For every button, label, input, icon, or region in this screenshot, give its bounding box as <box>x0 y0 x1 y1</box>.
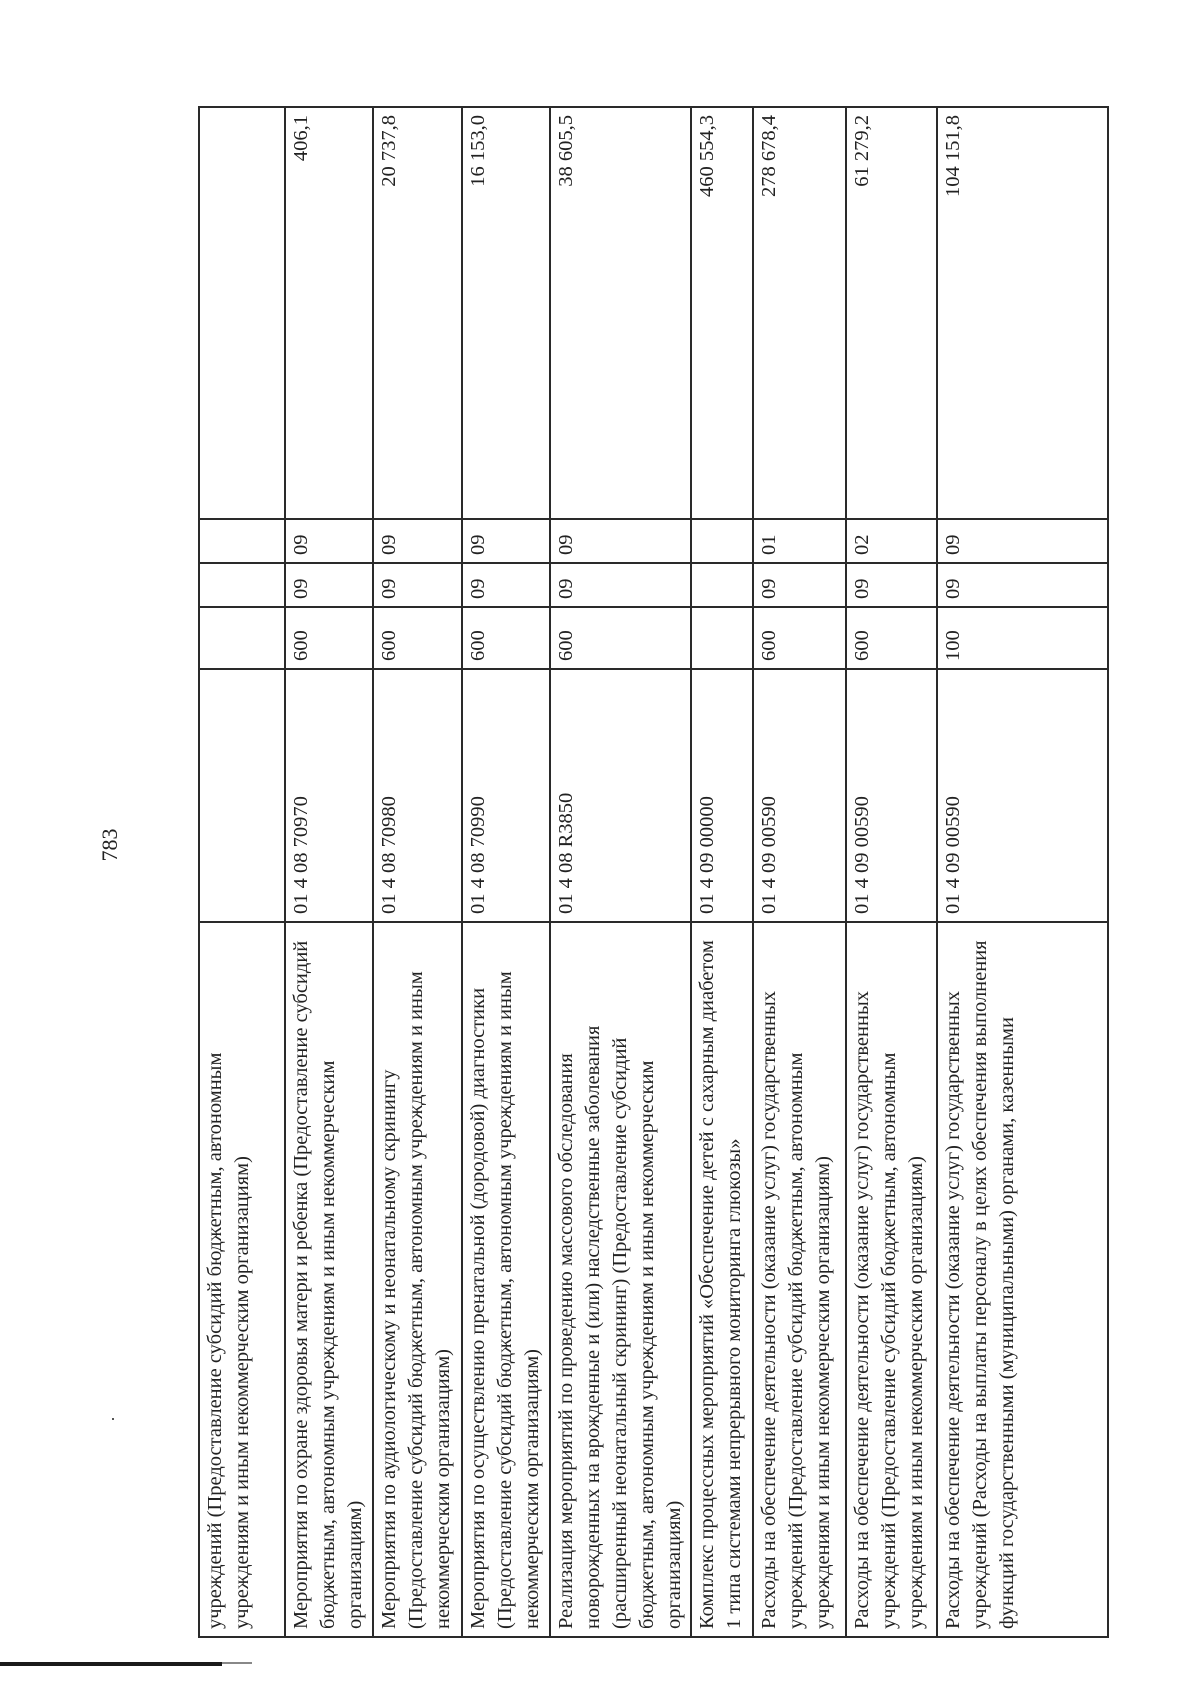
row-csr: 01 4 09 00590 <box>753 669 846 922</box>
row-vr: 600 <box>462 607 550 669</box>
row-name: Расходы на обеспечение деятельности (оказание услуг) государственных учреждений (Предоставление субсидий бюджетным, автономным учреждениям и иным некоммерческим организациям) <box>753 922 846 1637</box>
scan-edge-mark <box>0 1662 222 1666</box>
row-csr: 01 4 09 00590 <box>937 669 1108 922</box>
row-name: Реализация мероприятий по проведению массового обследования новорожденных на врожденные и (или) наследственные заболевания (расширенный неонатальный скрининг) (Предоставление субсидий бюджетным, автономным учреждениям и иным некоммерческим организациям) <box>550 922 691 1637</box>
scan-speck <box>112 1418 114 1420</box>
row-sum <box>199 107 285 519</box>
row-sum: 460 554,3 <box>691 107 753 519</box>
scan-edge-mark-thin <box>222 1662 252 1664</box>
row-pr <box>199 519 285 563</box>
row-vr: 100 <box>937 607 1108 669</box>
row-rz: 09 <box>285 563 373 607</box>
row-csr: 01 4 08 R3850 <box>550 669 691 922</box>
row-rz: 09 <box>550 563 691 607</box>
row-vr: 600 <box>846 607 937 669</box>
row-csr: 01 4 09 00000 <box>691 669 753 922</box>
row-sum: 20 737,8 <box>373 107 462 519</box>
table-row <box>373 107 462 1637</box>
row-pr: 09 <box>462 519 550 563</box>
row-name: Мероприятия по осуществлению пренатальной (дородовой) диагностики (Предоставление субсидий бюджетным, автономным учреждениям и иным некоммерческим организациям) <box>462 922 550 1637</box>
row-vr: 600 <box>285 607 373 669</box>
row-csr: 01 4 08 70990 <box>462 669 550 922</box>
row-csr <box>199 669 285 922</box>
row-rz: 09 <box>937 563 1108 607</box>
row-pr: 02 <box>846 519 937 563</box>
table-row <box>691 107 753 1637</box>
row-name: Расходы на обеспечение деятельности (оказание услуг) государственных учреждений (Предоставление субсидий бюджетным, автономным учреждениям и иным некоммерческим организациям) <box>846 922 937 1637</box>
row-name: Мероприятия по аудиологическому и неонатальному скринингу (Предоставление субсидий бюджетным, автономным учреждениям и иным некоммерческим организациям) <box>373 922 462 1637</box>
row-name: Комплекс процессных мероприятий «Обеспечение детей с сахарным диабетом 1 типа системами непрерывного мониторинга глюкозы» <box>691 922 753 1637</box>
row-rz: 09 <box>753 563 846 607</box>
table-row <box>199 107 285 1637</box>
row-rz <box>199 563 285 607</box>
row-pr: 09 <box>373 519 462 563</box>
row-pr: 09 <box>550 519 691 563</box>
table-row <box>550 107 691 1637</box>
table-row <box>937 107 1108 1637</box>
page-number: 783 <box>97 828 122 862</box>
row-sum: 278 678,4 <box>753 107 846 519</box>
row-rz <box>691 563 753 607</box>
table-row <box>285 107 373 1637</box>
row-pr: 09 <box>937 519 1108 563</box>
row-sum: 38 605,5 <box>550 107 691 519</box>
budget-table-rotated <box>198 108 1090 1638</box>
table-row <box>462 107 550 1637</box>
row-vr: 600 <box>753 607 846 669</box>
row-name: Расходы на обеспечение деятельности (оказание услуг) государственных учреждений (Расходы на выплаты персоналу в целях обеспечения выполнения функций государственными (муниципальными) органами, казенными <box>937 922 1108 1637</box>
row-rz: 09 <box>373 563 462 607</box>
row-pr: 01 <box>753 519 846 563</box>
table-row <box>753 107 846 1637</box>
table-row <box>846 107 937 1637</box>
row-vr: 600 <box>373 607 462 669</box>
row-pr <box>691 519 753 563</box>
row-vr: 600 <box>550 607 691 669</box>
row-rz: 09 <box>462 563 550 607</box>
row-csr: 01 4 08 70970 <box>285 669 373 922</box>
row-rz: 09 <box>846 563 937 607</box>
row-sum: 61 279,2 <box>846 107 937 519</box>
row-name: учреждений (Предоставление субсидий бюджетным, автономным учреждениям и иным некоммерческим организациям) <box>199 922 285 1637</box>
row-pr: 09 <box>285 519 373 563</box>
row-sum: 406,1 <box>285 107 373 519</box>
row-vr <box>691 607 753 669</box>
row-name: Мероприятия по охране здоровья матери и ребенка (Предоставление субсидий бюджетным, автономным учреждениям и иным некоммерческим организациям) <box>285 922 373 1637</box>
row-csr: 01 4 08 70980 <box>373 669 462 922</box>
row-csr: 01 4 09 00590 <box>846 669 937 922</box>
row-sum: 104 151,8 <box>937 107 1108 519</box>
row-vr <box>199 607 285 669</box>
row-sum: 16 153,0 <box>462 107 550 519</box>
budget-table <box>198 106 1109 1638</box>
